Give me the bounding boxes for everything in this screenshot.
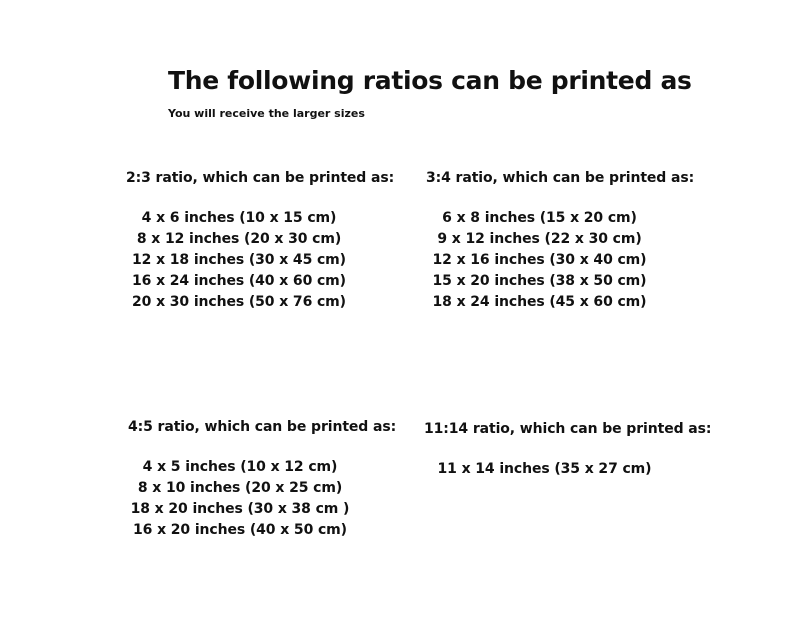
size-item: 18 x 20 inches (30 x 38 cm ) [130, 501, 350, 517]
size-item: 4 x 6 inches (10 x 15 cm) [141, 210, 337, 226]
size-item: 16 x 20 inches (40 x 50 cm) [133, 522, 347, 538]
page-title: The following ratios can be printed as [168, 66, 692, 95]
ratio-heading: 3:4 ratio, which can be printed as: [426, 170, 695, 186]
ratio-section-11-14 [424, 421, 712, 496]
size-item: 12 x 16 inches (30 x 40 cm) [432, 252, 647, 268]
ratio-section-4-5 [128, 419, 397, 557]
size-item: 8 x 12 inches (20 x 30 cm) [136, 231, 342, 247]
ratio-section-3-4 [426, 170, 695, 329]
size-list [415, 459, 674, 480]
size-list [403, 208, 676, 313]
size-item: 6 x 8 inches (15 x 20 cm) [442, 210, 637, 226]
size-item: 4 x 5 inches (10 x 12 cm) [142, 459, 338, 475]
ratio-heading: 4:5 ratio, which can be printed as: [128, 419, 397, 435]
ratio-heading: 11:14 ratio, which can be printed as: [424, 421, 712, 437]
size-item: 18 x 24 inches (45 x 60 cm) [432, 294, 647, 310]
ratio-section-2-3 [126, 170, 395, 329]
size-item: 16 x 24 inches (40 x 60 cm) [132, 273, 346, 289]
size-item: 11 x 14 inches (35 x 27 cm) [437, 461, 652, 477]
size-item: 20 x 30 inches (50 x 76 cm) [132, 294, 346, 310]
size-item: 15 x 20 inches (38 x 50 cm) [432, 273, 647, 289]
ratio-heading: 2:3 ratio, which can be printed as: [126, 170, 395, 186]
size-item: 9 x 12 inches (22 x 30 cm) [437, 231, 642, 247]
size-list [102, 208, 376, 313]
page-subtitle: You will receive the larger sizes [168, 107, 365, 120]
size-item: 12 x 18 inches (30 x 45 cm) [132, 252, 346, 268]
size-list [102, 457, 378, 541]
size-item: 8 x 10 inches (20 x 25 cm) [137, 480, 343, 496]
